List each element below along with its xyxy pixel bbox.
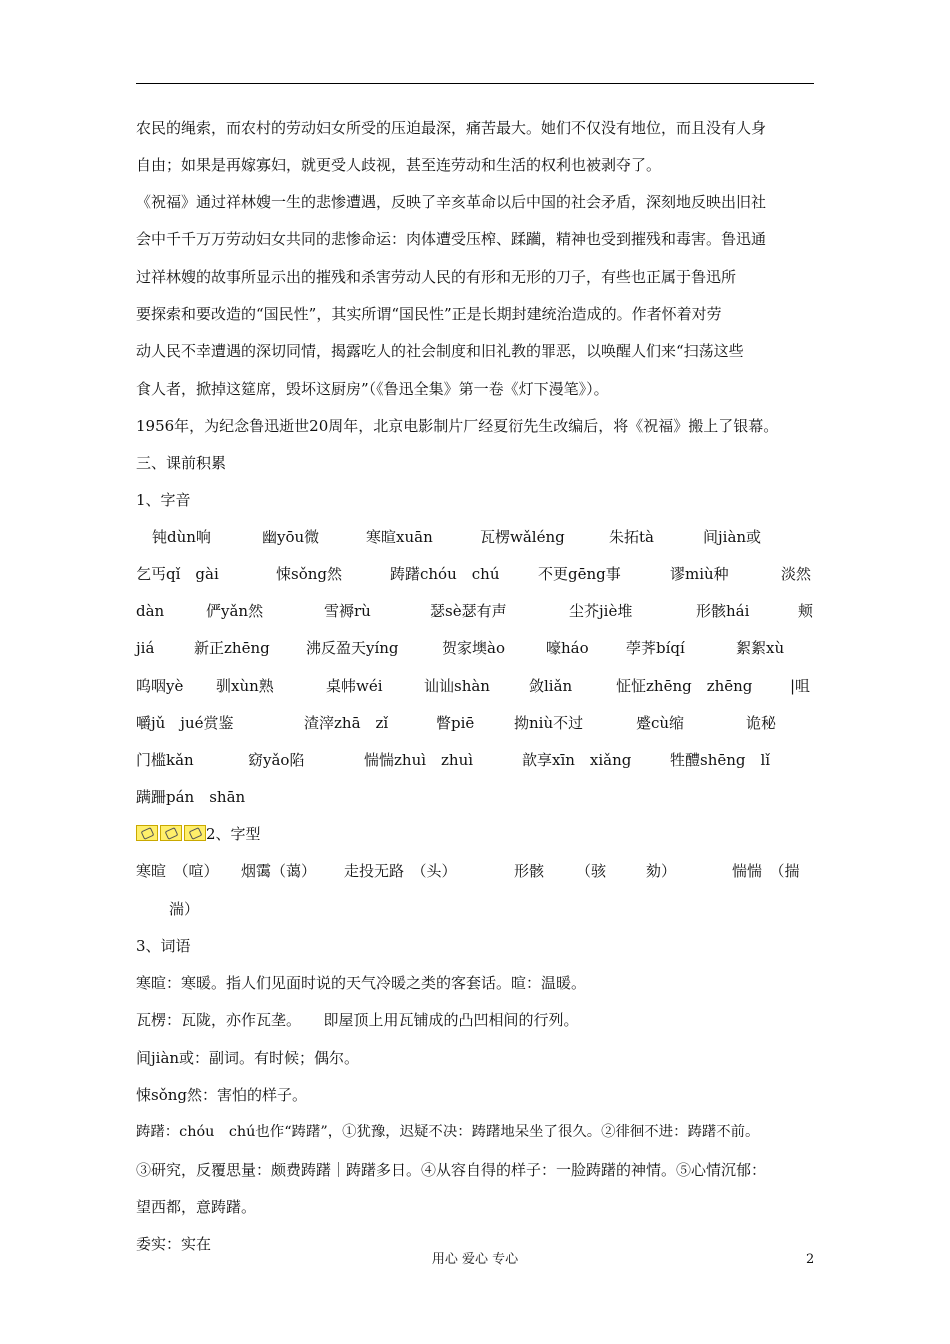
pronunciation-item: 歆享xīn xiǎng — [522, 751, 632, 769]
word-definition: 寒暄：寒暖。指人们见面时说的天气冷暖之类的客套话。暄：温暖。 — [136, 974, 587, 992]
paragraph-line: 农民的绳索，而农村的劳动妇女所受的压迫最深，痛苦最大。她们不仅没有地位，而且没有人身 — [136, 119, 767, 137]
pronunciation-item: 瞥piē — [436, 714, 475, 732]
pencil-badge-icon — [136, 825, 208, 843]
word-definition: 悚sǒng然：害怕的样子。 — [136, 1086, 307, 1104]
word-definition: 委实：实在 — [136, 1235, 212, 1253]
glyph-row — [136, 861, 826, 881]
paragraph-line: 动人民不幸遭遇的深切同情，揭露吃人的社会制度和旧礼教的罪恶，以唤醒人们来“扫荡这些 — [136, 342, 744, 360]
paragraph-line: 1956年，为纪念鲁迅逝世20周年，北京电影制片厂经夏衍先生改编后，将《祝福》搬上了银幕。 — [136, 417, 779, 435]
pronunciation-item: 拗niù不过 — [514, 714, 584, 732]
paragraph-line: 过祥林嫂的故事所显示出的摧残和杀害劳动人民的有形和无形的刀子，有些也正属于鲁迅所 — [136, 268, 737, 286]
pronunciation-item: 雪褥rù — [324, 602, 371, 620]
paragraph-line: 会中千千万万劳动妇女共同的悲惨命运：肉体遭受压榨、蹂躏，精神也受到摧残和毒害。鲁迅通 — [136, 230, 767, 248]
pronunciation-item: 淡然 — [781, 565, 812, 583]
pronunciation-row — [136, 638, 826, 658]
pronunciation-item: 俨yǎn然 — [206, 602, 264, 620]
paragraph-line: 《祝福》通过祥林嫂一生的悲惨遭遇，反映了辛亥革命以后中国的社会矛盾，深刻地反映出旧社 — [136, 193, 767, 211]
pronunciation-item: 蹙cù缩 — [636, 714, 685, 732]
pronunciation-item: 嚎háo — [546, 639, 589, 657]
pronunciation-item: 桌帏wéi — [326, 677, 383, 695]
glyph-item: 走投无路 （头） — [344, 862, 457, 880]
pronunciation-item: 嚼jǔ jué赏鉴 — [136, 714, 234, 732]
pronunciation-row — [136, 564, 826, 584]
subsection-heading-pronunciation: 1、字音 — [136, 491, 191, 509]
pronunciation-item: 瓦楞wǎléng — [480, 528, 565, 546]
pronunciation-item: 朱拓tà — [609, 528, 654, 546]
word-definition: 踌躇：chóu chú也作“踌躇”，①犹豫，迟疑不决：踌躇地呆坐了很久。②徘徊不进：踌躇不前。 — [136, 1124, 760, 1140]
pronunciation-row — [136, 750, 826, 770]
pronunciation-item: 间jiàn或 — [703, 528, 762, 546]
pronunciation-row — [136, 601, 826, 621]
page-number: 2 — [806, 1252, 815, 1267]
section-heading: 三、课前积累 — [136, 454, 227, 472]
pronunciation-item: 颊 — [798, 602, 814, 620]
word-definition: 瓦楞：瓦陇，亦作瓦垄。 即屋顶上用瓦铺成的凸凹相间的行列。 — [136, 1011, 579, 1029]
pronunciation-item: 寒暄xuān — [366, 528, 433, 546]
pronunciation-item: 悚sǒng然 — [276, 565, 342, 583]
pronunciation-item: 踌躇chóu chú — [390, 565, 500, 583]
pronunciation-item: 驯xùn熟 — [216, 677, 274, 695]
pronunciation-item: 新正zhēng — [194, 639, 270, 657]
pronunciation-item: 敛liǎn — [529, 677, 573, 695]
pronunciation-item: 贺家墺ào — [442, 639, 505, 657]
pronunciation-item: 形骸hái — [696, 602, 750, 620]
pronunciation-item: 谬miù种 — [670, 565, 729, 583]
pronunciation-row — [136, 787, 826, 807]
pronunciation-item: 乞丐qǐ gài — [136, 565, 219, 583]
paragraph-line: 自由；如果是再嫁寡妇，就更受人歧视，甚至连劳动和生活的权利也被剥夺了。 — [136, 156, 662, 174]
pronunciation-item: 窈yǎo陷 — [248, 751, 305, 769]
pronunciation-item: 蹒跚pán shān — [136, 788, 246, 806]
pronunciation-item: jiá — [136, 639, 155, 657]
glyph-heading-row — [136, 824, 826, 844]
glyph-row-continued: 湍） — [169, 900, 200, 918]
pronunciation-row — [136, 676, 826, 696]
pronunciation-item: 幽yōu微 — [262, 528, 320, 546]
pronunciation-row — [136, 713, 826, 733]
pronunciation-item: 惴惴zhuì zhuì — [364, 751, 474, 769]
pronunciation-row — [136, 527, 826, 547]
subsection-heading-words: 3、词语 — [136, 937, 191, 955]
pronunciation-item: 不更gēng事 — [538, 565, 621, 583]
word-definition: 望西都，意踌躇。 — [136, 1198, 257, 1216]
pronunciation-item: 门槛kǎn — [136, 751, 194, 769]
pronunciation-item: 絮絮xù — [736, 639, 785, 657]
pronunciation-item: 荸荠bíqí — [626, 639, 685, 657]
subsection-heading-glyph: 2、字型 — [206, 825, 261, 843]
pronunciation-item: 瑟sè瑟有声 — [430, 602, 507, 620]
glyph-item: 形骸 — [514, 862, 545, 880]
footer-motto: 用心 爱心 专心 — [431, 1252, 519, 1267]
pronunciation-item: 讪讪shàn — [424, 677, 490, 695]
pronunciation-item: |咀 — [790, 677, 811, 695]
word-definition: ③研究，反覆思量：颇费踌躇｜踌躇多日。④从容自得的样子：一脸踌躇的神情。⑤心情沉郁： — [136, 1161, 767, 1179]
pronunciation-item: dàn — [136, 602, 165, 620]
paragraph-line: 食人者，掀掉这筵席，毁坏这厨房”（《鲁迅全集》第一卷《灯下漫笔》）。 — [136, 380, 609, 398]
pronunciation-item: 渣滓zhā zǐ — [304, 714, 389, 732]
glyph-item: 烟霭（蔼） — [241, 862, 317, 880]
pronunciation-item: 沸反盈天yíng — [306, 639, 399, 657]
glyph-item: 惴惴 （揣 — [732, 862, 800, 880]
glyph-item: 劾） — [646, 862, 677, 880]
pronunciation-item: 牲醴shēng lǐ — [670, 751, 771, 769]
pronunciation-item: 尘芥jiè堆 — [569, 602, 633, 620]
pronunciation-item: 钝dùn响 — [152, 528, 211, 546]
paragraph-line: 要探索和要改造的“国民性”，其实所谓“国民性”正是长期封建统治造成的。作者怀着对劳 — [136, 305, 722, 323]
word-definition: 间jiàn或：副词。有时候；偶尔。 — [136, 1049, 360, 1067]
glyph-item: 寒暄 （喧） — [136, 862, 219, 880]
glyph-item: （骇 — [576, 862, 607, 880]
pronunciation-item: 怔怔zhēng zhēng — [616, 677, 753, 695]
pronunciation-item: 呜咽yè — [136, 677, 184, 695]
header-rule — [136, 83, 814, 84]
pronunciation-item: 诡秘 — [746, 714, 777, 732]
